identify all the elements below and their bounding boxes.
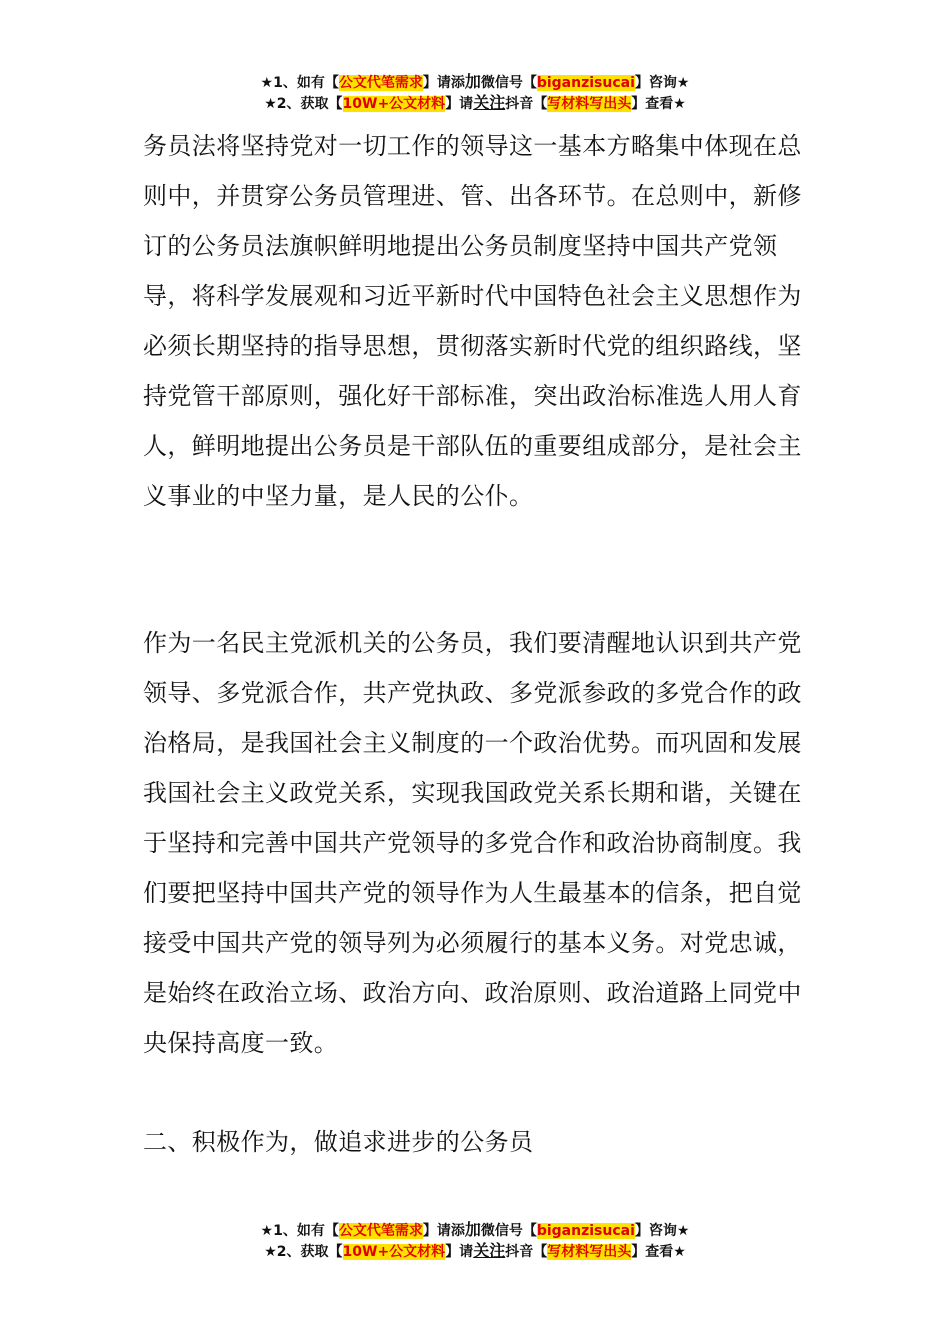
paragraph-text: 务员法将坚持党对一切工作的领导这一基本方略集中体现在总则中，并贯穿公务员管理进、管、出各环节。在总则中，新修订的公务员法旗帜鲜明地提出公务员制度坚持中国共产党领导，将科学发展观和习近平新时代中国特色社会主义思想作为必须长期坚持的指导思想，贯彻落实新时代党的组织路线，坚持党管干部原则，强化好干部标准，突出政治标准选人用人育人，鲜明地提出公务员是干部队伍的重要组成部分，是社会主义事业的中坚力量，是人民的公仆。 xyxy=(143,132,802,510)
body-paragraph-1 xyxy=(143,121,811,521)
banner-text: 抖音【 xyxy=(505,96,548,112)
banner-text: 抖音【 xyxy=(505,1244,548,1260)
banner-text: 】请添 xyxy=(422,75,465,91)
banner-text: ★2、获取【 xyxy=(264,1244,343,1260)
highlight-douyin: 写材料写出头 xyxy=(547,96,632,112)
banner-text: 】查看★ xyxy=(631,1244,686,1260)
banner-text: ★1、如有【 xyxy=(260,75,339,91)
banner-text: 】请添 xyxy=(422,1223,465,1239)
highlight-service: 公文代笔需求 xyxy=(338,1223,423,1239)
top-banner xyxy=(0,72,950,114)
banner-emphasis: 关注 xyxy=(473,93,506,112)
banner-text: 微信号【 xyxy=(480,1223,537,1239)
highlight-service: 公文代笔需求 xyxy=(338,75,423,91)
banner-text: 微信号【 xyxy=(480,75,537,91)
banner-text: 】请 xyxy=(445,96,474,112)
banner-text: 】咨询★ xyxy=(634,75,690,91)
banner-emphasis: 加 xyxy=(464,72,481,91)
body-paragraph-2 xyxy=(143,618,811,1068)
highlight-wechat-id: biganzisucai xyxy=(536,1223,635,1239)
banner-line-2 xyxy=(0,93,950,114)
banner-text: ★2、获取【 xyxy=(264,96,343,112)
banner-emphasis: 关注 xyxy=(473,1241,506,1260)
highlight-materials: 10W+公文材料 xyxy=(342,1244,446,1260)
banner-text: ★1、如有【 xyxy=(260,1223,339,1239)
section-heading xyxy=(143,1117,811,1167)
banner-line-1 xyxy=(0,72,950,93)
banner-text: 】请 xyxy=(445,1244,474,1260)
banner-line-2 xyxy=(0,1241,950,1262)
banner-line-1 xyxy=(0,1220,950,1241)
highlight-douyin: 写材料写出头 xyxy=(547,1244,632,1260)
bottom-banner xyxy=(0,1220,950,1262)
highlight-materials: 10W+公文材料 xyxy=(342,96,446,112)
paragraph-text: 作为一名民主党派机关的公务员，我们要清醒地认识到共产党领导、多党派合作，共产党执政、多党派参政的多党合作的政治格局，是我国社会主义制度的一个政治优势。而巩固和发展我国社会主义政党关系，实现我国政党关系长期和谐，关键在于坚持和完善中国共产党领导的多党合作和政治协商制度。我们要把坚持中国共产党的领导作为人生最基本的信条，把自觉接受中国共产党的领导列为必须履行的基本义务。对党忠诚，是始终在政治立场、政治方向、政治原则、政治道路上同党中央保持高度一致。 xyxy=(143,629,802,1057)
banner-text: 】咨询★ xyxy=(634,1223,690,1239)
highlight-wechat-id: biganzisucai xyxy=(536,75,635,91)
banner-text: 】查看★ xyxy=(631,96,686,112)
heading-text: 二、积极作为，做追求进步的公务员 xyxy=(143,1128,534,1156)
banner-emphasis: 加 xyxy=(464,1220,481,1239)
